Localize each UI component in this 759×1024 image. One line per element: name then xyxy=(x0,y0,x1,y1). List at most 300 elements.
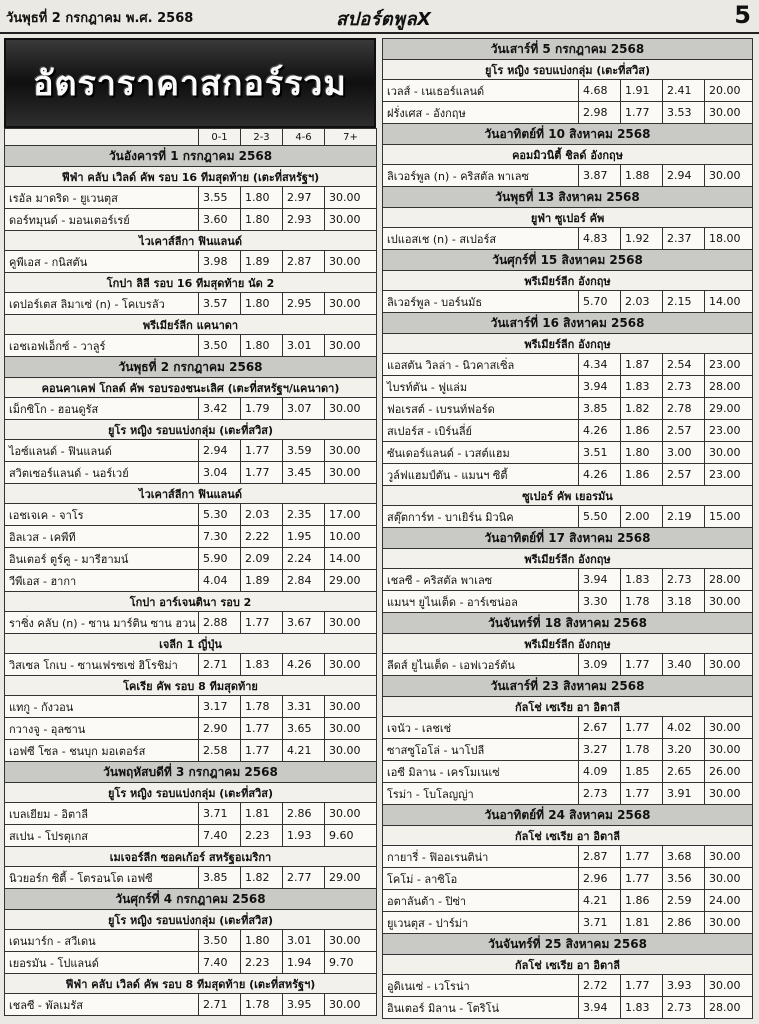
match-teams: เชลซี - คริสตัล พาเลซ xyxy=(383,569,579,591)
odds-4-6: 3.91 xyxy=(663,783,705,805)
competition-name: ฟีฟ่า คลับ เวิลด์ คัพ รอบ 16 ทีมสุดท้าย (เตะที่สหรัฐฯ) xyxy=(5,167,377,187)
match-teams: ไอซ์แลนด์ - ฟินแลนด์ xyxy=(5,440,199,462)
odds-2-3: 1.77 xyxy=(621,846,663,868)
odds-7-plus: 30.00 xyxy=(325,293,377,315)
competition-name: กัลโช่ เซเรีย อา อิตาลี xyxy=(383,697,753,717)
odds-2-3: 1.82 xyxy=(621,398,663,420)
odds-0-1: 2.73 xyxy=(579,783,621,805)
odds-4-6: 3.18 xyxy=(663,591,705,613)
odds-7-plus: 29.00 xyxy=(325,570,377,592)
competition-row xyxy=(5,273,377,293)
odds-7-plus: 23.00 xyxy=(705,464,753,486)
column-header-row xyxy=(5,129,377,146)
match-row xyxy=(5,867,377,889)
day-header-row xyxy=(383,313,753,334)
competition-name: ยูโร หญิง รอบแบ่งกลุ่ม (เตะที่สวิส) xyxy=(5,420,377,440)
odds-0-1: 2.87 xyxy=(579,846,621,868)
competition-name: กัลโช่ เซเรีย อา อิตาลี xyxy=(383,955,753,975)
odds-2-3: 1.81 xyxy=(241,803,283,825)
odds-0-1: 3.51 xyxy=(579,442,621,464)
competition-name: เจลีก 1 ญี่ปุ่น xyxy=(5,634,377,654)
match-row xyxy=(383,420,753,442)
match-row xyxy=(383,464,753,486)
competition-row xyxy=(5,676,377,696)
odds-7-plus: 30.00 xyxy=(705,912,753,934)
match-row xyxy=(383,291,753,313)
odds-2-3: 1.89 xyxy=(241,570,283,592)
match-row xyxy=(383,739,753,761)
odds-7-plus: 30.00 xyxy=(705,846,753,868)
odds-4-6: 2.65 xyxy=(663,761,705,783)
odds-0-1: 4.04 xyxy=(199,570,241,592)
competition-row xyxy=(5,231,377,251)
odds-4-6: 3.20 xyxy=(663,739,705,761)
match-row xyxy=(5,398,377,420)
odds-0-1: 5.50 xyxy=(579,506,621,528)
odds-2-3: 1.80 xyxy=(241,293,283,315)
match-row xyxy=(383,569,753,591)
match-row xyxy=(5,462,377,484)
competition-row xyxy=(383,271,753,291)
match-row xyxy=(383,761,753,783)
match-teams: เรอัล มาดริด - ยูเวนตุส xyxy=(5,187,199,209)
match-teams: ไบรท์ตัน - ฟูแล่ม xyxy=(383,376,579,398)
odds-7-plus: 30.00 xyxy=(705,975,753,997)
odds-0-1: 3.94 xyxy=(579,569,621,591)
match-teams: ลิเวอร์พูล (n) - คริสตัล พาเลซ xyxy=(383,165,579,187)
odds-4-6: 1.95 xyxy=(283,526,325,548)
odds-0-1: 4.09 xyxy=(579,761,621,783)
banner-title: อัตราราคาสกอร์รวม xyxy=(33,64,347,104)
odds-7-plus: 30.00 xyxy=(325,187,377,209)
header-2-3: 2-3 xyxy=(241,129,283,146)
odds-7-plus: 30.00 xyxy=(325,930,377,952)
odds-4-6: 2.35 xyxy=(283,504,325,526)
match-teams: เอชเอฟเอ็กซ์ - วาลูร์ xyxy=(5,335,199,357)
match-row xyxy=(5,209,377,231)
day-heading: วันเสาร์ที่ 5 กรกฎาคม 2568 xyxy=(383,39,753,60)
title-banner xyxy=(4,38,376,128)
competition-name: พรีเมียร์ลีก อังกฤษ xyxy=(383,271,753,291)
odds-7-plus: 14.00 xyxy=(705,291,753,313)
odds-0-1: 4.34 xyxy=(579,354,621,376)
day-header-row xyxy=(5,146,377,167)
odds-4-6: 2.84 xyxy=(283,570,325,592)
day-header-row xyxy=(383,250,753,271)
odds-7-plus: 30.00 xyxy=(325,462,377,484)
odds-2-3: 1.80 xyxy=(241,209,283,231)
odds-4-6: 2.24 xyxy=(283,548,325,570)
match-row xyxy=(5,251,377,273)
match-teams: วิสเซล โกเบ - ซานเฟรซเซ่ ฮิโรชิม่า xyxy=(5,654,199,676)
competition-row xyxy=(383,826,753,846)
odds-0-1: 7.40 xyxy=(199,952,241,974)
competition-row xyxy=(383,697,753,717)
odds-4-6: 3.31 xyxy=(283,696,325,718)
day-heading: วันศุกร์ที่ 15 สิงหาคม 2568 xyxy=(383,250,753,271)
odds-7-plus: 30.00 xyxy=(705,654,753,676)
odds-7-plus: 30.00 xyxy=(325,696,377,718)
odds-2-3: 1.83 xyxy=(621,376,663,398)
odds-7-plus: 30.00 xyxy=(705,442,753,464)
odds-2-3: 2.22 xyxy=(241,526,283,548)
match-teams: ราซิ่ง คลับ (n) - ซาน มาร์ติน ซาน ฮวน xyxy=(5,612,199,634)
odds-0-1: 3.85 xyxy=(199,867,241,889)
match-row xyxy=(383,717,753,739)
odds-table-right xyxy=(382,38,753,1019)
match-teams: สเปอร์ส - เบิร์นลี่ย์ xyxy=(383,420,579,442)
match-teams: เยอรมัน - โปแลนด์ xyxy=(5,952,199,974)
odds-4-6: 2.86 xyxy=(283,803,325,825)
match-teams: อตาลันต้า - ปิซ่า xyxy=(383,890,579,912)
odds-2-3: 1.89 xyxy=(241,251,283,273)
match-teams: แทกู - กังวอน xyxy=(5,696,199,718)
odds-2-3: 1.80 xyxy=(621,442,663,464)
odds-7-plus: 29.00 xyxy=(705,398,753,420)
day-heading: วันพฤหัสบดีที่ 3 กรกฎาคม 2568 xyxy=(5,762,377,783)
odds-0-1: 4.21 xyxy=(579,890,621,912)
match-row xyxy=(383,912,753,934)
match-row xyxy=(5,740,377,762)
odds-0-1: 3.94 xyxy=(579,997,621,1019)
odds-2-3: 2.09 xyxy=(241,548,283,570)
competition-name: กัลโช่ เซเรีย อา อิตาลี xyxy=(383,826,753,846)
odds-2-3: 1.78 xyxy=(241,994,283,1016)
odds-0-1: 3.27 xyxy=(579,739,621,761)
odds-7-plus: 20.00 xyxy=(705,80,753,102)
competition-row xyxy=(5,783,377,803)
odds-7-plus: 30.00 xyxy=(705,783,753,805)
odds-7-plus: 30.00 xyxy=(325,718,377,740)
odds-0-1: 2.71 xyxy=(199,654,241,676)
competition-row xyxy=(5,592,377,612)
left-column xyxy=(4,38,376,1016)
odds-4-6: 2.93 xyxy=(283,209,325,231)
odds-0-1: 3.98 xyxy=(199,251,241,273)
day-heading: วันเสาร์ที่ 23 สิงหาคม 2568 xyxy=(383,676,753,697)
odds-7-plus: 30.00 xyxy=(325,209,377,231)
odds-7-plus: 30.00 xyxy=(325,612,377,634)
day-header-row xyxy=(383,528,753,549)
odds-4-6: 4.02 xyxy=(663,717,705,739)
odds-7-plus: 30.00 xyxy=(325,803,377,825)
odds-2-3: 1.86 xyxy=(621,890,663,912)
odds-2-3: 1.77 xyxy=(621,717,663,739)
odds-7-plus: 28.00 xyxy=(705,569,753,591)
match-teams: สวิตเซอร์แลนด์ - นอร์เวย์ xyxy=(5,462,199,484)
match-row xyxy=(5,293,377,315)
odds-4-6: 2.77 xyxy=(283,867,325,889)
competition-name: พรีเมียร์ลีก อังกฤษ xyxy=(383,334,753,354)
odds-0-1: 2.67 xyxy=(579,717,621,739)
odds-2-3: 1.78 xyxy=(621,591,663,613)
issue-date: วันพุธที่ 2 กรกฎาคม พ.ศ. 2568 xyxy=(6,11,194,26)
odds-0-1: 2.58 xyxy=(199,740,241,762)
odds-4-6: 3.95 xyxy=(283,994,325,1016)
odds-2-3: 1.92 xyxy=(621,228,663,250)
odds-7-plus: 10.00 xyxy=(325,526,377,548)
match-row xyxy=(5,526,377,548)
odds-2-3: 1.77 xyxy=(621,654,663,676)
match-row xyxy=(383,165,753,187)
match-row xyxy=(5,930,377,952)
odds-4-6: 3.07 xyxy=(283,398,325,420)
odds-0-1: 5.70 xyxy=(579,291,621,313)
competition-name: โคเรีย คัพ รอบ 8 ทีมสุดท้าย xyxy=(5,676,377,696)
match-teams: ฝรั่งเศส - อังกฤษ xyxy=(383,102,579,124)
odds-0-1: 3.71 xyxy=(579,912,621,934)
match-teams: ลิเวอร์พูล - บอร์นมัธ xyxy=(383,291,579,313)
odds-4-6: 3.68 xyxy=(663,846,705,868)
match-teams: เวลส์ - เนเธอร์แลนด์ xyxy=(383,80,579,102)
match-teams: ซันเดอร์แลนด์ - เวสต์แฮม xyxy=(383,442,579,464)
odds-2-3: 1.83 xyxy=(621,569,663,591)
header-4-6: 4-6 xyxy=(283,129,325,146)
odds-2-3: 1.77 xyxy=(621,783,663,805)
match-row xyxy=(383,80,753,102)
odds-0-1: 4.68 xyxy=(579,80,621,102)
match-teams: เดนมาร์ก - สวีเดน xyxy=(5,930,199,952)
competition-name: ฟีฟ่า คลับ เวิลด์ คัพ รอบ 8 ทีมสุดท้าย (เตะที่สหรัฐฯ) xyxy=(5,974,377,994)
odds-0-1: 2.90 xyxy=(199,718,241,740)
odds-4-6: 2.54 xyxy=(663,354,705,376)
competition-name: คอมมิวนิตี้ ชิลด์ อังกฤษ xyxy=(383,145,753,165)
header-blank xyxy=(5,129,199,146)
odds-2-3: 1.86 xyxy=(621,420,663,442)
competition-name: คอนคาเคฟ โกลด์ คัพ รอบรองชนะเลิศ (เตะที่สหรัฐฯ/แคนาดา) xyxy=(5,378,377,398)
day-header-row xyxy=(383,805,753,826)
match-row xyxy=(383,975,753,997)
day-header-row xyxy=(383,613,753,634)
match-teams: นิวยอร์ก ซิตี้ - โตรอนโต เอฟซี xyxy=(5,867,199,889)
odds-7-plus: 9.70 xyxy=(325,952,377,974)
odds-2-3: 1.80 xyxy=(241,930,283,952)
odds-0-1: 4.26 xyxy=(579,420,621,442)
odds-2-3: 1.79 xyxy=(241,398,283,420)
competition-row xyxy=(5,167,377,187)
odds-4-6: 2.86 xyxy=(663,912,705,934)
odds-4-6: 2.15 xyxy=(663,291,705,313)
match-row xyxy=(383,102,753,124)
odds-7-plus: 29.00 xyxy=(325,867,377,889)
match-row xyxy=(383,997,753,1019)
odds-0-1: 2.72 xyxy=(579,975,621,997)
competition-name: โกปา ลิลี รอบ 16 ทีมสุดท้าย นัด 2 xyxy=(5,273,377,293)
match-row xyxy=(383,228,753,250)
odds-2-3: 1.78 xyxy=(241,696,283,718)
odds-0-1: 3.42 xyxy=(199,398,241,420)
match-row xyxy=(383,354,753,376)
match-teams: เม็กซิโก - ฮอนดูรัส xyxy=(5,398,199,420)
odds-4-6: 4.21 xyxy=(283,740,325,762)
match-teams: โคโม่ - ลาซิโอ xyxy=(383,868,579,890)
odds-4-6: 2.57 xyxy=(663,420,705,442)
odds-7-plus: 30.00 xyxy=(705,868,753,890)
match-teams: เอซี มิลาน - เครโมเนเซ่ xyxy=(383,761,579,783)
odds-2-3: 1.86 xyxy=(621,464,663,486)
odds-2-3: 1.91 xyxy=(621,80,663,102)
match-teams: ฟอเรสต์ - เบรนท์ฟอร์ด xyxy=(383,398,579,420)
odds-4-6: 2.78 xyxy=(663,398,705,420)
odds-0-1: 2.98 xyxy=(579,102,621,124)
odds-4-6: 2.95 xyxy=(283,293,325,315)
odds-2-3: 1.77 xyxy=(241,740,283,762)
right-column xyxy=(382,38,752,1019)
odds-7-plus: 23.00 xyxy=(705,420,753,442)
day-header-row xyxy=(383,187,753,208)
odds-0-1: 5.90 xyxy=(199,548,241,570)
competition-name: ซูเปอร์ คัพ เยอรมัน xyxy=(383,486,753,506)
match-teams: โรม่า - โบโลญญ่า xyxy=(383,783,579,805)
competition-row xyxy=(383,334,753,354)
odds-7-plus: 30.00 xyxy=(705,591,753,613)
competition-row xyxy=(5,974,377,994)
odds-2-3: 2.23 xyxy=(241,952,283,974)
match-teams: กายารี่ - ฟิออเรนติน่า xyxy=(383,846,579,868)
match-teams: วีพีเอส - ฮากา xyxy=(5,570,199,592)
right-table-body xyxy=(383,39,753,1019)
match-teams: ยูเวนตุส - ปาร์ม่า xyxy=(383,912,579,934)
match-row xyxy=(383,783,753,805)
odds-2-3: 1.87 xyxy=(621,354,663,376)
odds-7-plus: 30.00 xyxy=(705,739,753,761)
odds-4-6: 3.65 xyxy=(283,718,325,740)
odds-0-1: 7.30 xyxy=(199,526,241,548)
match-row xyxy=(5,504,377,526)
odds-0-1: 3.85 xyxy=(579,398,621,420)
match-row xyxy=(5,803,377,825)
odds-4-6: 3.67 xyxy=(283,612,325,634)
day-heading: วันเสาร์ที่ 16 สิงหาคม 2568 xyxy=(383,313,753,334)
competition-name: พรีเมียร์ลีก อังกฤษ xyxy=(383,549,753,569)
match-teams: เปแอสเช (n) - สเปอร์ส xyxy=(383,228,579,250)
match-teams: แอสตัน วิลล่า - นิวคาสเซิ่ล xyxy=(383,354,579,376)
competition-row xyxy=(5,847,377,867)
competition-row xyxy=(5,910,377,930)
match-teams: สตุ๊ตการ์ท - บาเยิร์น มิวนิค xyxy=(383,506,579,528)
match-row xyxy=(383,654,753,676)
competition-row xyxy=(383,955,753,975)
odds-7-plus: 14.00 xyxy=(325,548,377,570)
odds-7-plus: 30.00 xyxy=(325,398,377,420)
match-row xyxy=(5,187,377,209)
match-row xyxy=(383,442,753,464)
odds-7-plus: 30.00 xyxy=(325,335,377,357)
odds-4-6: 2.59 xyxy=(663,890,705,912)
match-row xyxy=(383,506,753,528)
day-header-row xyxy=(5,357,377,378)
odds-4-6: 3.45 xyxy=(283,462,325,484)
day-heading: วันอาทิตย์ที่ 24 สิงหาคม 2568 xyxy=(383,805,753,826)
odds-4-6: 3.40 xyxy=(663,654,705,676)
match-teams: เจนัว - เลชเช่ xyxy=(383,717,579,739)
competition-row xyxy=(5,420,377,440)
competition-name: ไวเคาส์ลีกา ฟินแลนด์ xyxy=(5,231,377,251)
odds-7-plus: 26.00 xyxy=(705,761,753,783)
day-heading: วันอาทิตย์ที่ 17 สิงหาคม 2568 xyxy=(383,528,753,549)
competition-row xyxy=(383,549,753,569)
match-teams: เอฟซี โซล - ชนบุก มอเตอร์ส xyxy=(5,740,199,762)
odds-4-6: 2.37 xyxy=(663,228,705,250)
odds-table-left xyxy=(4,128,377,1016)
odds-2-3: 1.77 xyxy=(621,868,663,890)
odds-7-plus: 30.00 xyxy=(705,102,753,124)
odds-0-1: 3.87 xyxy=(579,165,621,187)
match-teams: อินเตอร์ มิลาน - โตริโน่ xyxy=(383,997,579,1019)
match-row xyxy=(5,825,377,847)
match-row xyxy=(383,591,753,613)
odds-7-plus: 28.00 xyxy=(705,376,753,398)
match-teams: แมนฯ ยูไนเต็ด - อาร์เซน่อล xyxy=(383,591,579,613)
match-teams: ลีดส์ ยูไนเต็ด - เอฟเวอร์ตัน xyxy=(383,654,579,676)
odds-0-1: 3.71 xyxy=(199,803,241,825)
odds-0-1: 3.09 xyxy=(579,654,621,676)
competition-row xyxy=(383,486,753,506)
odds-7-plus: 18.00 xyxy=(705,228,753,250)
odds-2-3: 1.77 xyxy=(241,718,283,740)
odds-2-3: 2.03 xyxy=(621,291,663,313)
odds-7-plus: 17.00 xyxy=(325,504,377,526)
odds-2-3: 1.80 xyxy=(241,335,283,357)
day-header-row xyxy=(383,676,753,697)
competition-row xyxy=(5,634,377,654)
odds-2-3: 2.00 xyxy=(621,506,663,528)
page-header xyxy=(0,0,759,34)
odds-4-6: 1.94 xyxy=(283,952,325,974)
odds-4-6: 2.57 xyxy=(663,464,705,486)
odds-4-6: 2.73 xyxy=(663,376,705,398)
odds-0-1: 3.94 xyxy=(579,376,621,398)
match-teams: วูล์ฟแฮมป์ตัน - แมนฯ ซิตี้ xyxy=(383,464,579,486)
match-teams: อิลเวส - เคพีที xyxy=(5,526,199,548)
odds-2-3: 1.77 xyxy=(241,462,283,484)
match-teams: คูพีเอส - กนิสตัน xyxy=(5,251,199,273)
odds-4-6: 4.26 xyxy=(283,654,325,676)
match-teams: เบลเยียม - อิตาลี xyxy=(5,803,199,825)
match-row xyxy=(383,868,753,890)
day-heading: วันอาทิตย์ที่ 10 สิงหาคม 2568 xyxy=(383,124,753,145)
odds-4-6: 3.93 xyxy=(663,975,705,997)
match-row xyxy=(383,846,753,868)
odds-7-plus: 30.00 xyxy=(325,654,377,676)
competition-name: ยูโร หญิง รอบแบ่งกลุ่ม (เตะที่สวิส) xyxy=(383,60,753,80)
odds-0-1: 2.96 xyxy=(579,868,621,890)
odds-0-1: 2.88 xyxy=(199,612,241,634)
competition-row xyxy=(5,484,377,504)
odds-0-1: 3.04 xyxy=(199,462,241,484)
day-header-row xyxy=(5,889,377,910)
competition-name: พรีเมียร์ลีก อังกฤษ xyxy=(383,634,753,654)
day-heading: วันพุธที่ 13 สิงหาคม 2568 xyxy=(383,187,753,208)
day-heading: วันศุกร์ที่ 4 กรกฎาคม 2568 xyxy=(5,889,377,910)
odds-7-plus: 30.00 xyxy=(325,740,377,762)
match-row xyxy=(5,696,377,718)
odds-2-3: 2.23 xyxy=(241,825,283,847)
odds-7-plus: 30.00 xyxy=(325,251,377,273)
odds-4-6: 3.01 xyxy=(283,335,325,357)
odds-2-3: 1.88 xyxy=(621,165,663,187)
odds-2-3: 1.83 xyxy=(241,654,283,676)
odds-0-1: 2.94 xyxy=(199,440,241,462)
match-teams: กวางจู - อุลซาน xyxy=(5,718,199,740)
match-row xyxy=(383,376,753,398)
odds-2-3: 1.77 xyxy=(241,440,283,462)
competition-name: ยูโร หญิง รอบแบ่งกลุ่ม (เตะที่สวิส) xyxy=(5,910,377,930)
odds-7-plus: 23.00 xyxy=(705,354,753,376)
odds-4-6: 2.87 xyxy=(283,251,325,273)
competition-row xyxy=(5,378,377,398)
odds-2-3: 1.77 xyxy=(621,102,663,124)
